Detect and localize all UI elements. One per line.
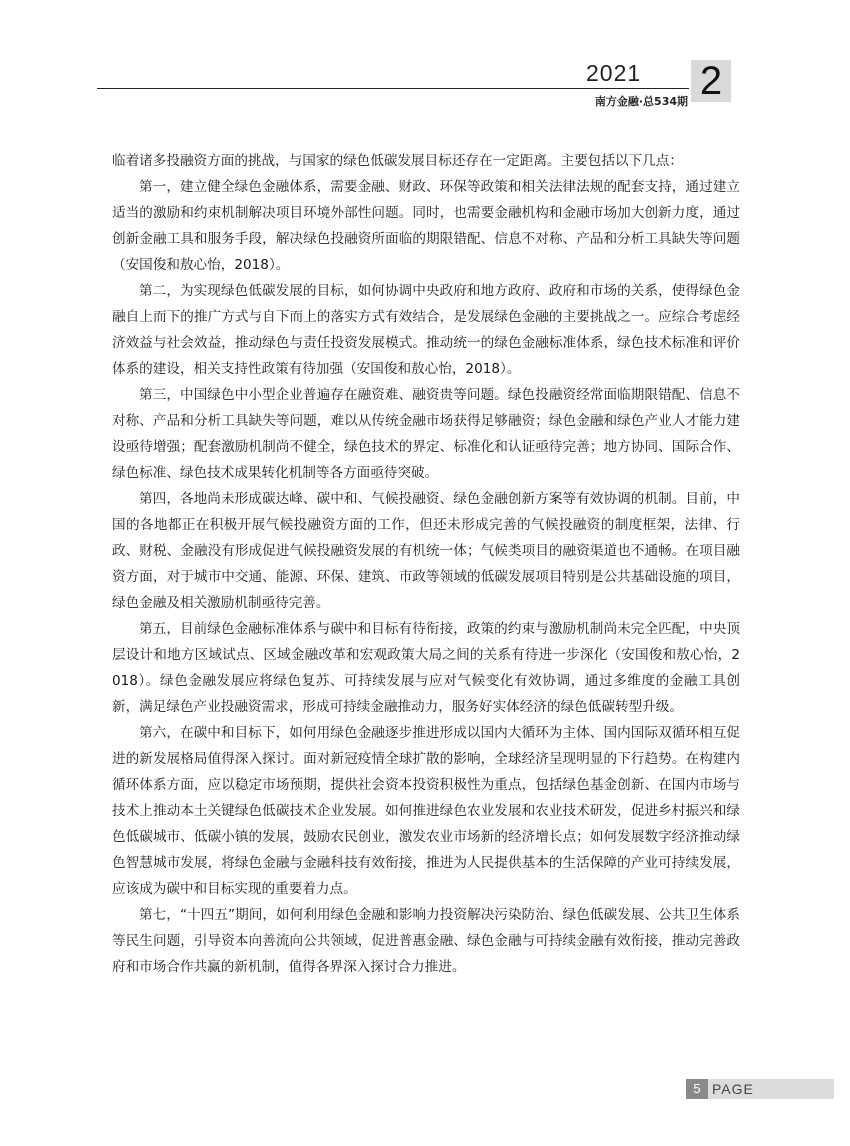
journal-issue-label: 南方金融·总534期: [594, 95, 688, 108]
footer-bar: [686, 1079, 834, 1099]
paragraph: 第五，目前绿色金融标准体系与碳中和目标有待衔接，政策的约束与激励机制尚未完全匹配，中央顶层设计和地方区域试点、区域金融改革和宏观政策大局之间的关系有待进一步深化（安国俊和敖心怡，2018）。绿色金融发展应将绿色复苏、可持续发展与应对气候变化有效协调，通过多维度的金融工具创新，满足绿色产业投融资需求，形成可持续金融推动力，服务好实体经济的绿色低碳转型升级。: [112, 621, 740, 715]
year-label: 2021: [586, 60, 642, 86]
paragraph: 第三，中国绿色中小型企业普遍存在融资难、融资贵等问题。绿色投融资经常面临期限错配、信息不对称、产品和分析工具缺失等问题，难以从传统金融市场获得足够融资；绿色金融和绿色产业人才能力建设亟待增强；配套激励机制尚不健全，绿色技术的界定、标准化和认证亟待完善；地方协同、国际合作、绿色标准、绿色技术成果转化机制等各方面亟待突破。: [112, 387, 740, 481]
page-number: 5: [686, 1079, 708, 1099]
page-label: PAGE: [712, 1081, 754, 1097]
paragraph: 第七，“十四五”期间，如何利用绿色金融和影响力投资解决污染防治、绿色低碳发展、公共卫生体系等民生问题，引导资本向善流向公共领域，促进普惠金融、绿色金融与可持续金融有效衔接，推动完善政府和市场合作共赢的新机制，值得各界深入探讨合力推进。: [112, 907, 740, 975]
header-rule: [97, 88, 689, 89]
issue-number-badge: 2: [691, 60, 731, 102]
paragraph: 第二，为实现绿色低碳发展的目标，如何协调中央政府和地方政府、政府和市场的关系，使得绿色金融自上而下的推广方式与自下而上的落实方式有效结合，是发展绿色金融的主要挑战之一。应综合考虑经济效益与社会效益，推动绿色与责任投资发展模式。推动统一的绿色金融标准体系，绿色技术标准和评价体系的建设，相关支持性政策有待加强（安国俊和敖心怡，2018）。: [112, 283, 740, 377]
paragraph: 第一，建立健全绿色金融体系，需要金融、财政、环保等政策和相关法律法规的配套支持，通过建立适当的激励和约束机制解决项目环境外部性问题。同时，也需要金融机构和金融市场加大创新力度，通过创新金融工具和服务手段，解决绿色投融资所面临的期限错配、信息不对称、产品和分析工具缺失等问题（安国俊和敖心怡，2018）。: [112, 179, 740, 273]
article-body: [112, 148, 740, 980]
paragraph: 第六，在碳中和目标下，如何用绿色金融逐步推进形成以国内大循环为主体、国内国际双循环相互促进的新发展格局值得深入探讨。面对新冠疫情全球扩散的影响，全球经济呈现明显的下行趋势。在构建内循环体系方面，应以稳定市场预期，提供社会资本投资积极性为重点，包括绿色基金创新、在国内市场与技术上推动本土关键绿色低碳技术企业发展。如何推进绿色农业发展和农业技术研发，促进乡村振兴和绿色低碳城市、低碳小镇的发展，鼓励农民创业，激发农业市场新的经济增长点；如何发展数字经济推动绿色智慧城市发展，将绿色金融与金融科技有效衔接，推进为人民提供基本的生活保障的产业可持续发展，应该成为碳中和目标实现的重要着力点。: [112, 725, 740, 897]
paragraph: 第四，各地尚未形成碳达峰、碳中和、气候投融资、绿色金融创新方案等有效协调的机制。目前，中国的各地都正在积极开展气候投融资方面的工作，但还未形成完善的气候投融资的制度框架，法律、行政、财税、金融没有形成促进气候投融资发展的有机统一体；气候类项目的融资渠道也不通畅。在项目融资方面，对于城市中交通、能源、环保、建筑、市政等领域的低碳发展项目特别是公共基础设施的项目，绿色金融及相关激励机制亟待完善。: [112, 491, 740, 611]
paragraph: 临着诸多投融资方面的挑战，与国家的绿色低碳发展目标还存在一定距离。主要包括以下几点：: [112, 153, 683, 169]
